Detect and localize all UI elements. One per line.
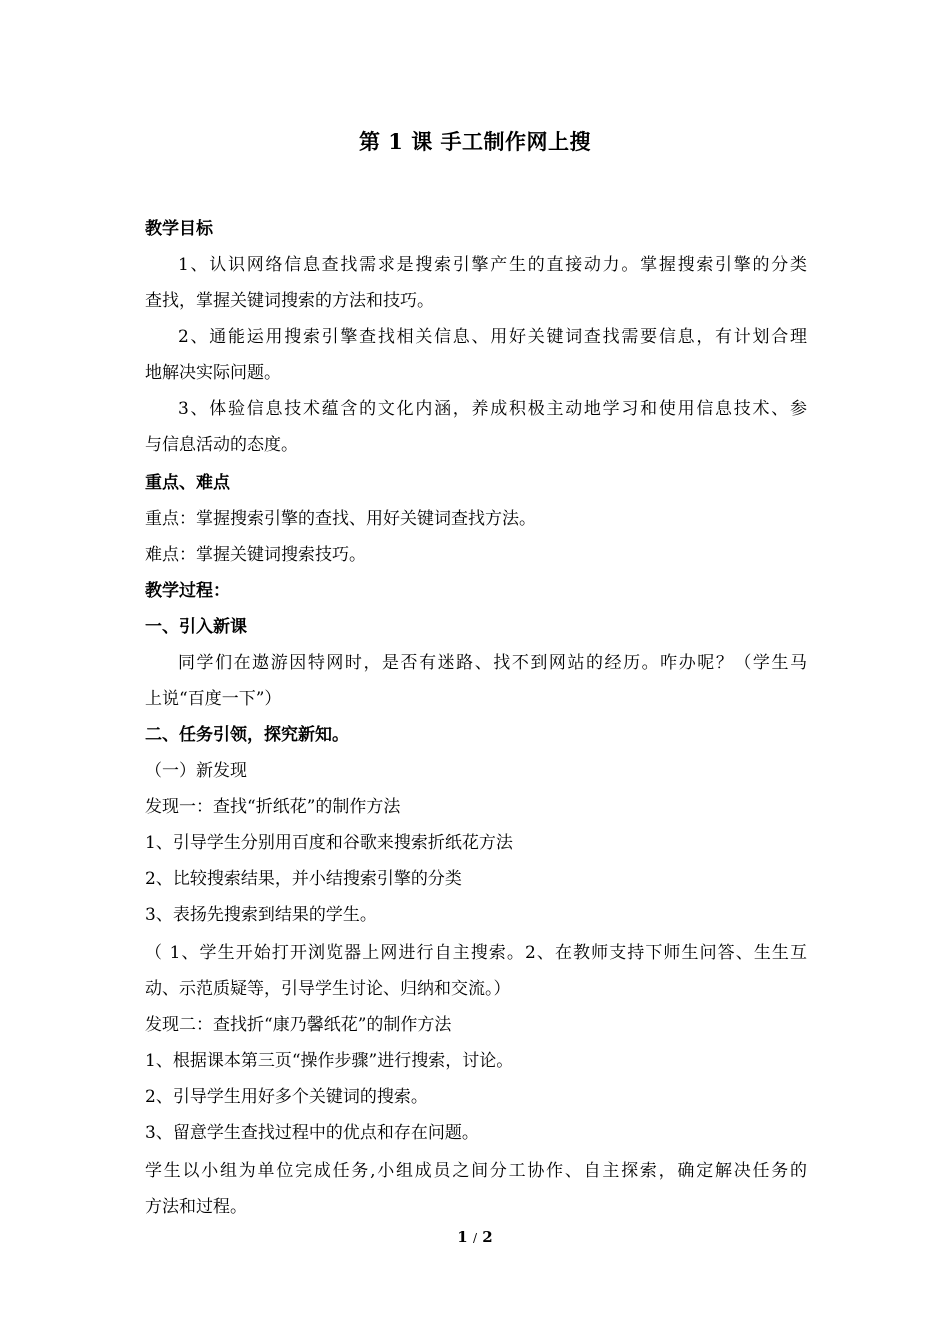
- find1-heading: 发现一：查找“折纸花”的制作方法: [145, 797, 401, 817]
- key-heading: 重点、难点: [145, 473, 230, 493]
- group-line1: 学生以小组为单位完成任务,小组成员之间分工协作、自主探索，确定解决任务的: [145, 1161, 807, 1181]
- group-line2: 方法和过程。: [145, 1197, 247, 1217]
- find2-item3: 3、留意学生查找过程中的优点和存在问题。: [145, 1123, 479, 1143]
- find1-note-line2: 动、示范质疑等，引导学生讨论、归纳和交流。）: [145, 979, 511, 999]
- goal2-line1: 2、通能运用搜索引擎查找相关信息、用好关键词查找需要信息，有计划合理: [178, 327, 807, 347]
- find1-item2: 2、比较搜索结果，并小结搜索引擎的分类: [145, 869, 462, 889]
- find2-heading: 发现二：查找折“康乃馨纸花”的制作方法: [145, 1015, 452, 1035]
- section1-line2: 上说“百度一下”）: [145, 689, 282, 709]
- process-heading: 教学过程：: [145, 581, 230, 601]
- section2-heading: 二、任务引领，探究新知。: [145, 725, 349, 745]
- section1-heading: 一、引入新课: [145, 617, 247, 637]
- total-pages-number: 2: [482, 1228, 493, 1246]
- section1-line1: 同学们在遨游因特网时，是否有迷路、找不到网站的经历。咋办呢？（学生马: [178, 653, 807, 673]
- key-point: 重点：掌握搜索引擎的查找、用好关键词查找方法。: [145, 509, 536, 529]
- sub1-heading: （一）新发现: [145, 761, 247, 781]
- current-page-number: 1: [457, 1228, 468, 1246]
- goal2-line2: 地解决实际问题。: [145, 363, 281, 383]
- find1-note-line1: （ 1、学生开始打开浏览器上网进行自主搜索。2、在教师支持下师生问答、生生互: [145, 943, 807, 963]
- page-title: 第 1 课 手工制作网上搜: [358, 129, 592, 154]
- goal3-line1: 3、体验信息技术蕴含的文化内涵，养成积极主动地学习和使用信息技术、参: [178, 399, 807, 419]
- goals-heading: 教学目标: [145, 219, 213, 239]
- difficult-point: 难点：掌握关键词搜索技巧。: [145, 545, 366, 565]
- find2-item2: 2、引导学生用好多个关键词的搜索。: [145, 1087, 428, 1107]
- find2-item1: 1、根据课本第三页“操作步骤”进行搜索，讨论。: [145, 1051, 514, 1071]
- goal3-line2: 与信息活动的态度。: [145, 435, 298, 455]
- page-separator: /: [472, 1231, 478, 1245]
- find1-item1: 1、引导学生分别用百度和谷歌来搜索折纸花方法: [145, 833, 513, 853]
- page-number: [0, 1227, 950, 1248]
- find1-item3: 3、表扬先搜索到结果的学生。: [145, 905, 377, 925]
- goal1-line1: 1、认识网络信息查找需求是搜索引擎产生的直接动力。掌握搜索引擎的分类: [178, 255, 807, 275]
- goal1-line2: 查找，掌握关键词搜索的方法和技巧。: [145, 291, 434, 311]
